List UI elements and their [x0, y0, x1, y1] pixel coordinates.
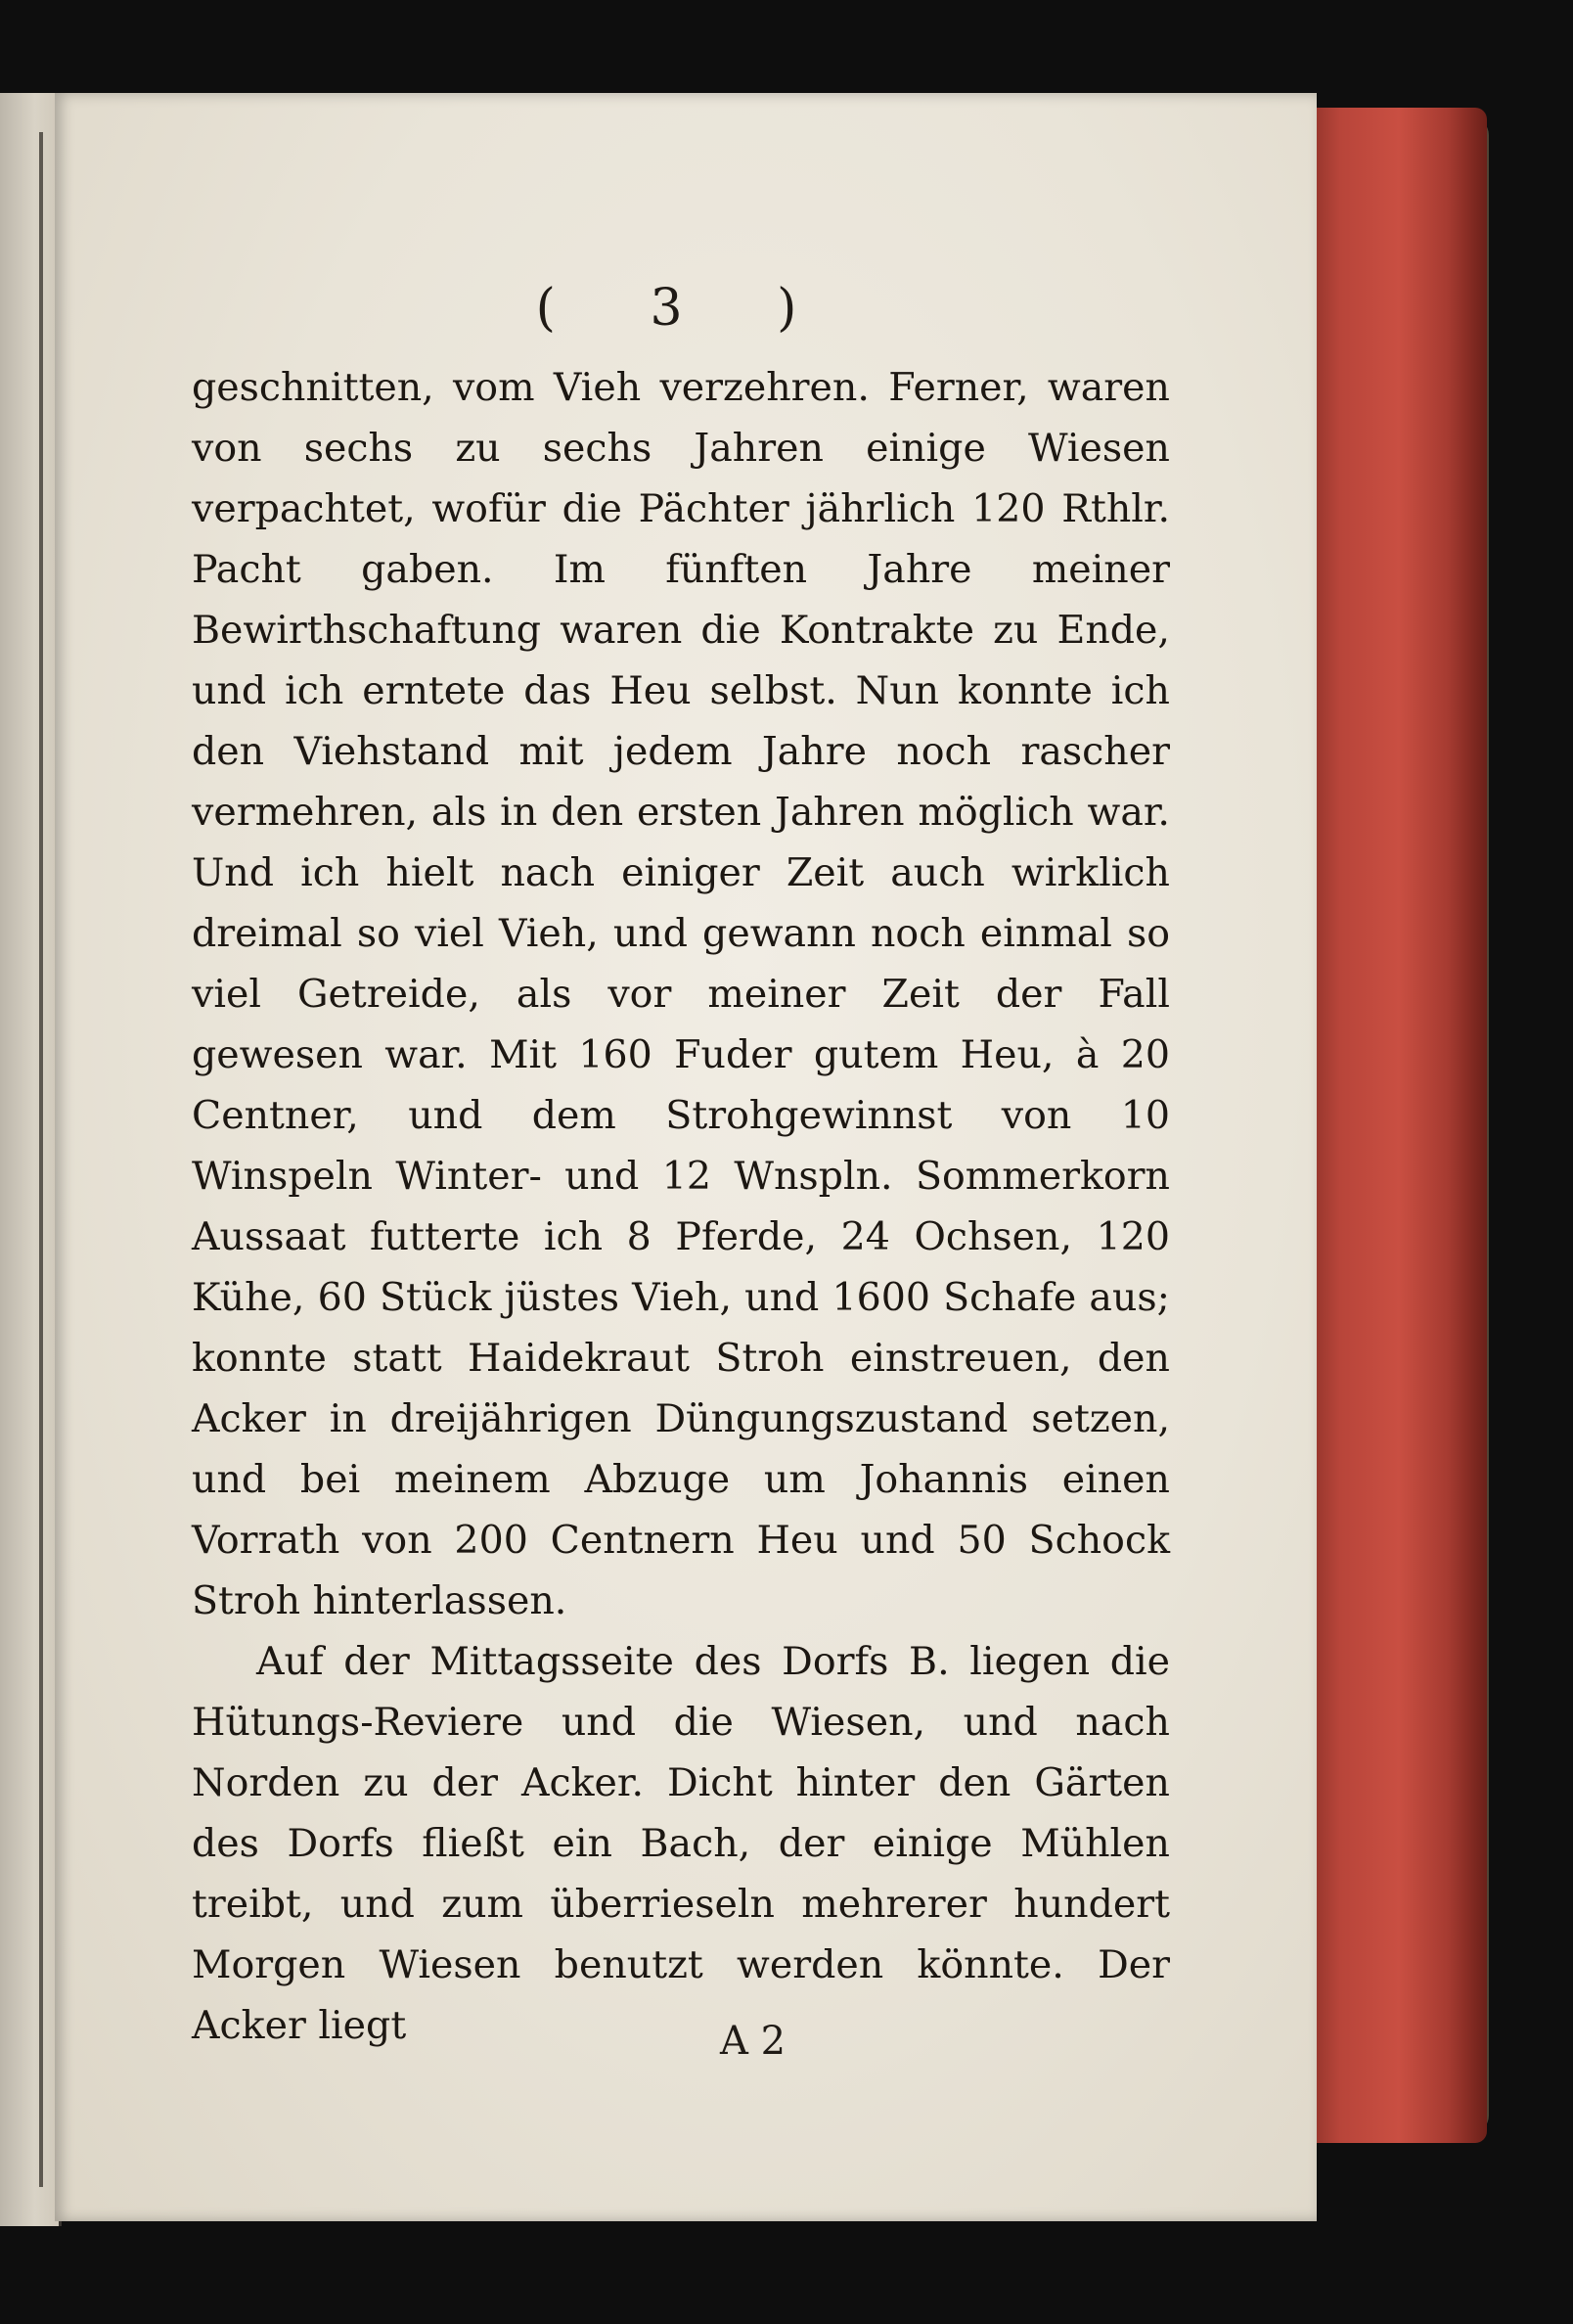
left-page-edge [0, 93, 62, 2226]
paragraph-1: geschnitten, vom Vieh verzehren. Ferner, waren von sechs zu sechs Jahren einige Wiesen verpachtet, wofür die Pächter jährlich 120 Rthlr. Pacht gaben. Im fünften Jahre meiner Bewirthschaftung waren die Kontrakte zu Ende, und ich erntete das Heu selbst. Nun konnte ich den Viehstand mit jedem Jahre noch rascher vermehren, als in den ersten Jahren möglich war. Und ich hielt nach einiger Zeit auch wirklich dreimal so viel Vieh, und gewann noch einmal so viel Getreide, als vor meiner Zeit der Fall gewesen war. Mit 160 Fuder gutem Heu, à 20 Centner, und dem Strohgewinnst von 10 Winspeln Winter- und 12 Wnspln. Sommerkorn Aussaat futterte ich 8 Pferde, 24 Ochsen, 120 Kühe, 60 Stück jüstes Vieh, und 1600 Schafe aus; konnte statt Haidekraut Stroh einstreuen, den Acker in dreijährigen Düngungszustand setzen, und bei meinem Abzuge um Johannis einen Vorrath von 200 Centnern Heu und 50 Schock Stroh hinterlassen. [192, 365, 1170, 1623]
page-number: ( 3 ) [535, 279, 836, 338]
paragraph-2: Auf der Mittagsseite des Dorfs B. liegen die Hütungs-Reviere und die Wiesen, und nach Norden zu der Acker. Dicht hinter den Gärten des Dorfs fließt ein Bach, der einige Mühlen treibt, und zum überrieseln mehrerer hundert Morgen Wiesen benutzt werden könnte. Der Acker liegt [192, 1639, 1170, 2048]
red-page-edges [1291, 108, 1487, 2143]
page-body-text [192, 357, 1170, 2056]
signature-mark: A 2 [720, 2019, 786, 2064]
book-page [55, 93, 1317, 2221]
